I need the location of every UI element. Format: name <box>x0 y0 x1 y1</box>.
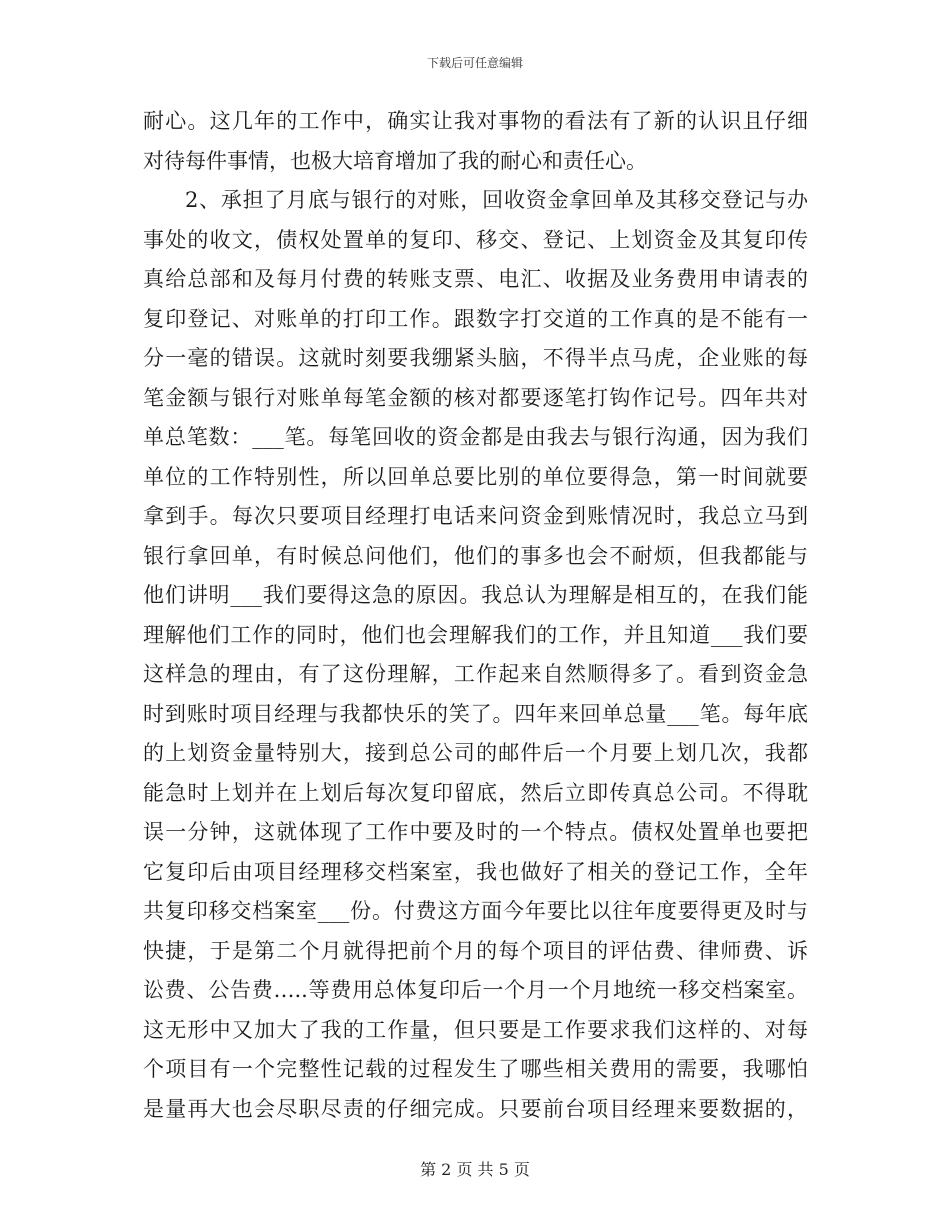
text-line: 单位的工作特别性，所以回单总要比别的单位要得急，第一时间就要 <box>143 464 808 489</box>
text-line: 个项目有一个完整性记载的过程发生了哪些相关费用的需要，我哪怕 <box>143 1057 808 1081</box>
text-line: 复印登记、对账单的打印工作。跟数字打交道的工作真的是不能有一 <box>143 306 808 331</box>
text-line: 这样急的理由，有了这份理解，工作起来自然顺得多了。看到资金急 <box>143 662 808 686</box>
text-line: 单总笔数：___笔。每笔回收的资金都是由我去与银行沟通，因为我们 <box>143 425 808 449</box>
text-line: 他们讲明___我们要得这急的原因。我总认为理解是相互的，在我们能 <box>143 583 808 607</box>
text-line: 理解他们工作的同时，他们也会理解我们的工作，并且知道___我们要 <box>143 622 808 647</box>
text-line: 银行拿回单，有时候总问他们，他们的事多也会不耐烦，但我都能与 <box>143 543 808 568</box>
text-line: 笔金额与银行对账单每笔金额的核对都要逐笔打钩作记号。四年共对 <box>143 385 808 410</box>
text-line: 是量再大也会尽职尽责的仔细完成。只要前台项目经理来要数据的， <box>143 1096 808 1121</box>
text-line: 耐心。这几年的工作中，确实让我对事物的看法有了新的认识且仔细 <box>143 109 808 133</box>
text-line: 这无形中又加大了我的工作量，但只要是工作要求我们这样的、对每 <box>143 1017 808 1042</box>
text-line: 时到账时项目经理与我都快乐的笑了。四年来回单总量___笔。每年底 <box>143 701 808 726</box>
paragraph-start-line: 2、承担了月底与银行的对账，回收资金拿回单及其移交登记与办 <box>185 188 808 212</box>
page-header: 下载后可任意编辑 <box>426 56 523 70</box>
text-line: 的上划资金量特别大，接到总公司的邮件后一个月要上划几次，我都 <box>143 741 808 765</box>
text-line: 真给总部和及每月付费的转账支票、电汇、收据及业务费用申请表的 <box>143 267 808 291</box>
page-number: 第 2 页 共 5 页 <box>420 1160 530 1179</box>
document-body <box>143 102 808 1129</box>
text-line: 它复印后由项目经理移交档案室，我也做好了相关的登记工作，全年 <box>143 859 808 884</box>
text-line: 共复印移交档案室___份。付费这方面今年要比以往年度要得更及时与 <box>143 899 808 923</box>
text-line: 拿到手。每次只要项目经理打电话来问资金到账情况时，我总立马到 <box>143 504 808 528</box>
text-line: 能急时上划并在上划后每次复印留底，然后立即传真总公司。不得耽 <box>143 780 808 805</box>
text-line: 误一分钟，这就体现了工作中要及时的一个特点。债权处置单也要把 <box>143 820 808 844</box>
text-line: 分一毫的错误。这就时刻要我绷紧头脑，不得半点马虎，企业账的每 <box>143 346 808 370</box>
text-line: 事处的收文，债权处置单的复印、移交、登记、上划资金及其复印传 <box>143 227 808 252</box>
text-line: 快捷，于是第二个月就得把前个月的每个项目的评估费、律师费、诉 <box>143 938 808 963</box>
text-line: 对待每件事情，也极大培育增加了我的耐心和责任心。 <box>143 148 647 173</box>
text-line: 讼费、公告费…..等费用总体复印后一个月一个月地统一移交档案室。 <box>143 978 808 1002</box>
